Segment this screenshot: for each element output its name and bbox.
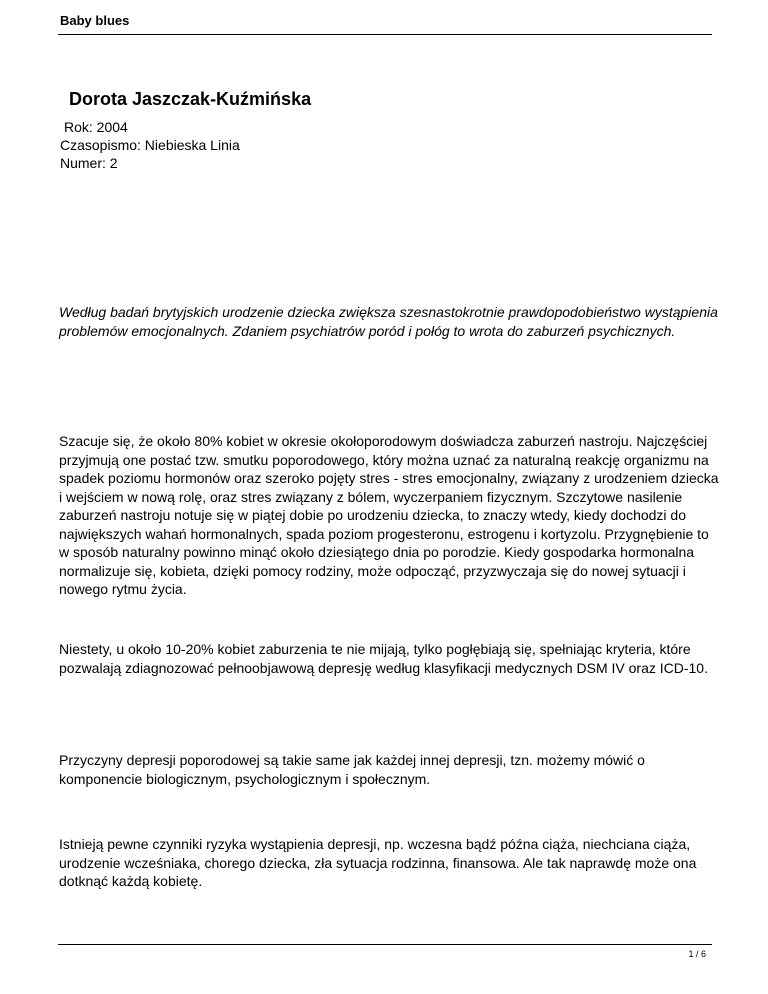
article-lead: Według badań brytyjskich urodzenie dziecka zwiększa szesnastokrotnie prawdopodobieństwo wystąpienia problemów emocjonalnych. Zdaniem psychiatrów poród i połóg to wrota do zaburzeń psychicznych. [59, 304, 718, 339]
header-divider [58, 34, 712, 35]
meta-year: Rok: 2004 [64, 119, 128, 135]
header-title: Baby blues [60, 13, 130, 28]
meta-magazine: Czasopismo: Niebieska Linia [60, 137, 240, 153]
paragraph-2: Niestety, u około 10-20% kobiet zaburzenia te nie mijają, tylko pogłębiają się, spełniając kryteria, które pozwalają zdiagnozować pełnoobjawową depresję według klasyfikacji medycznych DSM IV oraz ICD-10. [59, 641, 708, 676]
footer-divider [58, 944, 712, 945]
meta-issue: Numer: 2 [60, 155, 118, 171]
article-author: Dorota Jaszczak-Kuźmińska [69, 89, 312, 109]
page-number: 1 / 6 [688, 949, 706, 959]
paragraph-4: Istnieją pewne czynniki ryzyka wystąpienia depresji, np. wczesna bądź późna ciąża, niechciana ciąża, urodzenie wcześniaka, chorego dziecka, zła sytuacja rodzinna, finansowa. Ale tak naprawdę może ona dotknąć każdą kobietę. [59, 836, 697, 889]
paragraph-3: Przyczyny depresji poporodowej są takie same jak każdej innej depresji, tzn. możemy mówić o komponencie biologicznym, psychologicznym i społecznym. [59, 752, 645, 787]
article-meta [60, 118, 240, 172]
paragraph-1: Szacuje się, że około 80% kobiet w okresie okołoporodowym doświadcza zaburzeń nastroju. Najczęściej przyjmują one postać tzw. smutku poporodowego, który można uznać za naturalną reakcję organizmu na spadek poziomu hormonów oraz szeroko pojęty stres - stres emocjonalny, związany z urodzeniem dziecka i wejściem w nową rolę, oraz stres związany z bólem, wyczerpaniem fizycznym. Szczytowe nasilenie zaburzeń nastroju notuje się w piątej dobie po urodzeniu dziecka, to znaczy wtedy, kiedy dochodzi do największych wahań hormonalnych, spada poziom progesteronu, estrogenu i kortyzolu. Przygnębienie to w sposób naturalny powinno minąć około dziesiątego dnia po porodzie. Kiedy gospodarka hormonalna normalizuje się, kobieta, dzięki pomocy rodziny, może odpocząć, przyzwyczaja się do nowej sytuacji i nowego rytmu życia. [59, 433, 719, 597]
